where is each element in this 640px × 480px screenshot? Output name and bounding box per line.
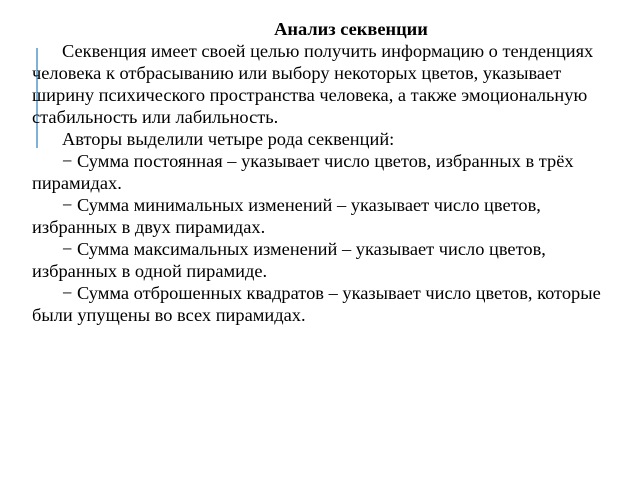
document-title: Анализ секвенции <box>274 19 428 39</box>
list-item-constant-sum: − Сумма постоянная – указывает число цветов, избранных в трёх пирамидах. <box>32 151 574 193</box>
document-body <box>32 18 620 326</box>
list-item-minimal-changes: − Сумма минимальных изменений – указывает число цветов, избранных в двух пирамидах. <box>32 195 541 237</box>
list-item-discarded-squares: − Сумма отброшенных квадратов – указывает число цветов, которые были упущены во всех пирамидах. <box>32 283 601 325</box>
paragraph-types-heading: Авторы выделили четыре рода секвенций: <box>62 129 395 149</box>
list-item-maximal-changes: − Сумма максимальных изменений – указывает число цветов, избранных в одной пирамиде. <box>32 239 546 281</box>
paragraph-intro: Секвенция имеет своей целью получить информацию о тенденциях человека к отбрасыванию или выбору некоторых цветов, указывает ширину психического пространства человека, а также эмоциональную стабильность или лабильность. <box>32 41 594 127</box>
